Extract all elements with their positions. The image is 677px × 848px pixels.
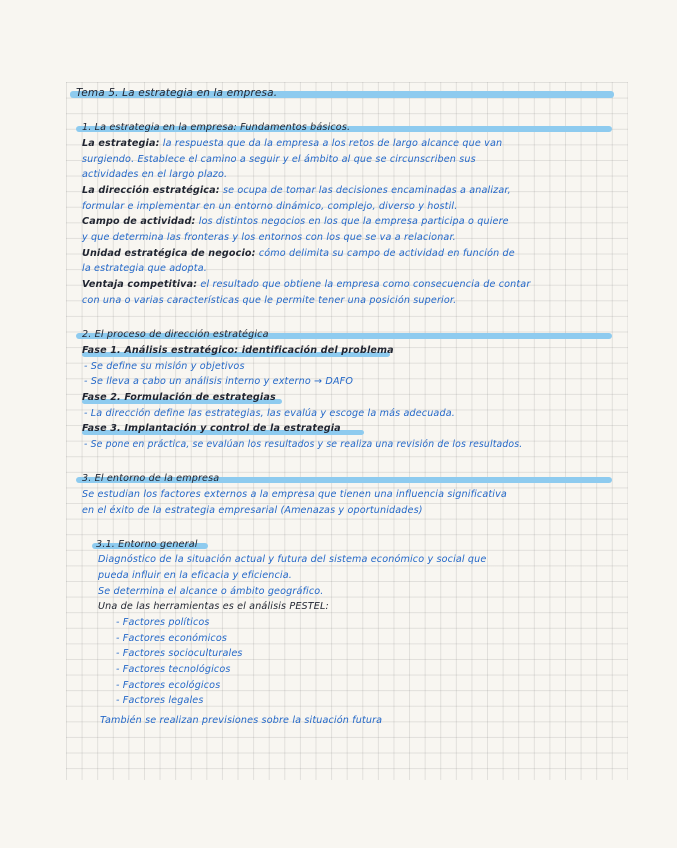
section1-heading: 1. La estrategia en la empresa: Fundamentos básicos. [82, 122, 351, 133]
subsection-line: pueda influir en la eficacia y eficiencia. [98, 570, 292, 581]
section1-line: actividades en el largo plazo. [82, 169, 228, 180]
pestel-factor: - Factores políticos [116, 617, 210, 628]
subsection-line: Se determina el alcance o ámbito geográfico. [98, 586, 324, 597]
pestel-factor: - Factores legales [116, 695, 204, 706]
section1-line: surgiendo. Establece el camino a seguir y el ámbito al que se circunscriben sus [82, 154, 476, 165]
section1-line: la estrategia que adopta. [82, 263, 207, 274]
phase2-item: - La dirección define las estrategias, las evalúa y escoge la más adecuada. [84, 408, 455, 419]
page-title: Tema 5. La estrategia en la empresa. [76, 87, 278, 99]
section3-intro: Se estudian los factores externos a la empresa que tienen una influencia significativa [82, 489, 507, 500]
section1-line: y que determina las fronteras y los entornos con los que se va a relacionar. [82, 232, 456, 243]
section1-line: formular e implementar en un entorno dinámico, complejo, diverso y hostil. [82, 201, 458, 212]
section3-intro: en el éxito de la estrategia empresarial (Amenazas y oportunidades) [82, 505, 423, 516]
section1-line: Unidad estratégica de negocio: cómo delimita su campo de actividad en función de [82, 248, 515, 259]
section1-line: La estrategia: la respuesta que da la empresa a los retos de largo alcance que van [82, 138, 503, 149]
phase1-item: - Se lleva a cabo un análisis interno y externo → DAFO [84, 376, 354, 387]
section3-heading: 3. El entorno de la empresa [82, 473, 220, 484]
pestel-factor: - Factores económicos [116, 633, 228, 644]
subsection-line: Diagnóstico de la situación actual y futura del sistema económico y social que [98, 554, 487, 565]
phase1-heading: Fase 1. Análisis estratégico: identificación del problema [82, 345, 394, 356]
phase1-item: - Se define su misión y objetivos [84, 361, 245, 372]
subsection-heading: 3.1. Entorno general [96, 539, 198, 550]
subsection-closing: También se realizan previsiones sobre la situación futura [100, 715, 383, 726]
phase3-item: - Se pone en práctica, se evalúan los resultados y se realiza una revisión de los resultados. [84, 439, 523, 450]
pestel-factor: - Factores socioculturales [116, 648, 243, 659]
pestel-intro: Una de las herramientas es el análisis PESTEL: [98, 601, 329, 612]
phase2-heading: Fase 2. Formulación de estrategias [82, 392, 276, 403]
section1-line: con una o varias características que le permite tener una posición superior. [82, 295, 457, 306]
section1-line: Ventaja competitiva: el resultado que obtiene la empresa como consecuencia de contar [82, 279, 531, 290]
section2-heading: 2. El proceso de dirección estratégica [82, 329, 269, 340]
section1-line: La dirección estratégica: se ocupa de tomar las decisiones encaminadas a analizar, [82, 185, 511, 196]
phase3-heading: Fase 3. Implantación y control de la estrategia [82, 423, 341, 434]
section1-line: Campo de actividad: los distintos negocios en los que la empresa participa o quiere [82, 216, 509, 227]
pestel-factor: - Factores tecnológicos [116, 664, 231, 675]
pestel-factor: - Factores ecológicos [116, 680, 221, 691]
